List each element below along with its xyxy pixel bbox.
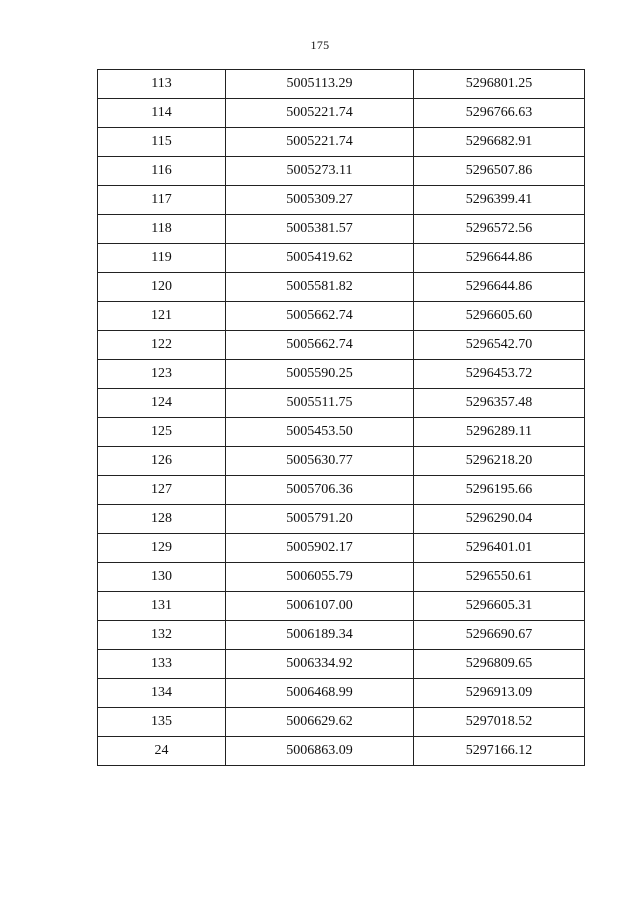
point-id-cell: 122 (98, 331, 226, 360)
x-coordinate-cell: 5005706.36 (226, 476, 414, 505)
table-row (98, 186, 585, 215)
table-row (98, 331, 585, 360)
x-coordinate-cell: 5005662.74 (226, 331, 414, 360)
table-row (98, 302, 585, 331)
table-row (98, 476, 585, 505)
point-id-cell: 132 (98, 621, 226, 650)
point-id-cell: 119 (98, 244, 226, 273)
table-row (98, 621, 585, 650)
y-coordinate-cell: 5296572.56 (414, 215, 585, 244)
y-coordinate-cell: 5296542.70 (414, 331, 585, 360)
table-row (98, 360, 585, 389)
table-row (98, 650, 585, 679)
point-id-cell: 133 (98, 650, 226, 679)
x-coordinate-cell: 5005273.11 (226, 157, 414, 186)
point-id-cell: 116 (98, 157, 226, 186)
coordinate-table-body (98, 70, 585, 766)
x-coordinate-cell: 5006468.99 (226, 679, 414, 708)
y-coordinate-cell: 5296682.91 (414, 128, 585, 157)
point-id-cell: 117 (98, 186, 226, 215)
x-coordinate-cell: 5005221.74 (226, 128, 414, 157)
y-coordinate-cell: 5296507.86 (414, 157, 585, 186)
point-id-cell: 123 (98, 360, 226, 389)
point-id-cell: 129 (98, 534, 226, 563)
point-id-cell: 115 (98, 128, 226, 157)
y-coordinate-cell: 5296809.65 (414, 650, 585, 679)
point-id-cell: 120 (98, 273, 226, 302)
table-row (98, 244, 585, 273)
point-id-cell: 135 (98, 708, 226, 737)
x-coordinate-cell: 5005381.57 (226, 215, 414, 244)
point-id-cell: 131 (98, 592, 226, 621)
y-coordinate-cell: 5296644.86 (414, 244, 585, 273)
page-number: 175 (310, 38, 330, 52)
table-row (98, 99, 585, 128)
point-id-cell: 113 (98, 70, 226, 99)
y-coordinate-cell: 5296218.20 (414, 447, 585, 476)
y-coordinate-cell: 5296913.09 (414, 679, 585, 708)
table-row (98, 447, 585, 476)
table-row (98, 708, 585, 737)
y-coordinate-cell: 5296399.41 (414, 186, 585, 215)
x-coordinate-cell: 5005630.77 (226, 447, 414, 476)
x-coordinate-cell: 5005113.29 (226, 70, 414, 99)
table-row (98, 563, 585, 592)
table-row (98, 534, 585, 563)
point-id-cell: 130 (98, 563, 226, 592)
y-coordinate-cell: 5296644.86 (414, 273, 585, 302)
y-coordinate-cell: 5296605.60 (414, 302, 585, 331)
y-coordinate-cell: 5296453.72 (414, 360, 585, 389)
x-coordinate-cell: 5005791.20 (226, 505, 414, 534)
x-coordinate-cell: 5006334.92 (226, 650, 414, 679)
y-coordinate-cell: 5297018.52 (414, 708, 585, 737)
x-coordinate-cell: 5005221.74 (226, 99, 414, 128)
x-coordinate-cell: 5005902.17 (226, 534, 414, 563)
table-row (98, 70, 585, 99)
table-row (98, 157, 585, 186)
table-row (98, 737, 585, 766)
table-row (98, 679, 585, 708)
table-row (98, 418, 585, 447)
point-id-cell: 118 (98, 215, 226, 244)
x-coordinate-cell: 5005309.27 (226, 186, 414, 215)
point-id-cell: 125 (98, 418, 226, 447)
y-coordinate-cell: 5296550.61 (414, 563, 585, 592)
x-coordinate-cell: 5006629.62 (226, 708, 414, 737)
y-coordinate-cell: 5296195.66 (414, 476, 585, 505)
x-coordinate-cell: 5005453.50 (226, 418, 414, 447)
table-row (98, 592, 585, 621)
x-coordinate-cell: 5005662.74 (226, 302, 414, 331)
x-coordinate-cell: 5005581.82 (226, 273, 414, 302)
point-id-cell: 128 (98, 505, 226, 534)
table-row (98, 128, 585, 157)
coordinate-table (97, 69, 585, 766)
y-coordinate-cell: 5296766.63 (414, 99, 585, 128)
y-coordinate-cell: 5296289.11 (414, 418, 585, 447)
point-id-cell: 134 (98, 679, 226, 708)
y-coordinate-cell: 5296401.01 (414, 534, 585, 563)
x-coordinate-cell: 5006863.09 (226, 737, 414, 766)
y-coordinate-cell: 5297166.12 (414, 737, 585, 766)
y-coordinate-cell: 5296801.25 (414, 70, 585, 99)
table-row (98, 273, 585, 302)
table-row (98, 215, 585, 244)
y-coordinate-cell: 5296690.67 (414, 621, 585, 650)
x-coordinate-cell: 5005419.62 (226, 244, 414, 273)
y-coordinate-cell: 5296290.04 (414, 505, 585, 534)
x-coordinate-cell: 5006189.34 (226, 621, 414, 650)
y-coordinate-cell: 5296605.31 (414, 592, 585, 621)
point-id-cell: 124 (98, 389, 226, 418)
point-id-cell: 24 (98, 737, 226, 766)
table-row (98, 505, 585, 534)
point-id-cell: 126 (98, 447, 226, 476)
x-coordinate-cell: 5005511.75 (226, 389, 414, 418)
point-id-cell: 114 (98, 99, 226, 128)
y-coordinate-cell: 5296357.48 (414, 389, 585, 418)
point-id-cell: 127 (98, 476, 226, 505)
x-coordinate-cell: 5006055.79 (226, 563, 414, 592)
x-coordinate-cell: 5005590.25 (226, 360, 414, 389)
table-row (98, 389, 585, 418)
x-coordinate-cell: 5006107.00 (226, 592, 414, 621)
point-id-cell: 121 (98, 302, 226, 331)
